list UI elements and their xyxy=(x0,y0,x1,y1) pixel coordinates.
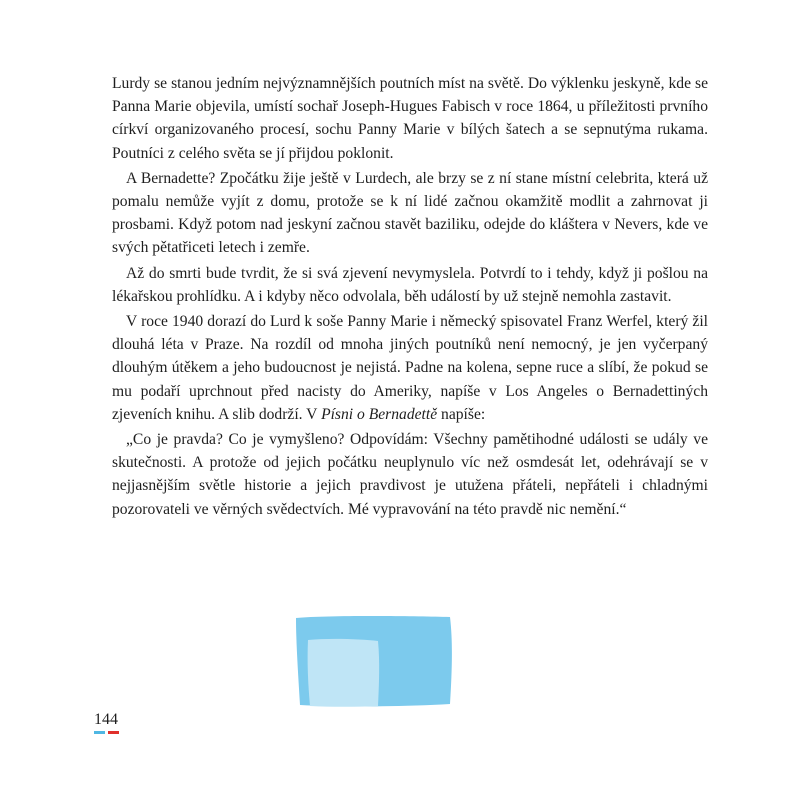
paragraph-3: Až do smrti bude tvrdit, že si svá zjevení nevymyslela. Potvrdí to i tehdy, když ji pošlou na lékařskou prohlídku. A i kdyby něco odvolala, běh událostí by už stejně nemohla zastavit. xyxy=(112,264,708,305)
paragraph-4 xyxy=(112,310,708,426)
illustration-small-square xyxy=(308,639,380,707)
blue-mark xyxy=(94,731,105,734)
book-title: Písni o Bernadettě xyxy=(321,405,438,423)
quote-paragraph: „Co je pravda? Co je vymyšleno? Odpovídám: Všechny pamětihodné události se udály ve skutečnosti. A protože od jejich počátku neuplynulo víc než osmdesát let, odehrávají se v nejjasnějším světle historie a jejich pravdivost je utužena přáteli, nepřáteli i chladnými pozorovateli ve věrných svědectvích. Mé vypravování na této pravdě nic nemění.“ xyxy=(112,431,708,518)
blue-squares-illustration xyxy=(290,612,460,712)
paragraph-4-tail: napíše: xyxy=(437,405,486,423)
page-number: 144 xyxy=(94,711,118,728)
paragraph-4-text: V roce 1940 dorazí do Lurd k soše Panny Marie i německý spisovatel Franz Werfel, který žil dlouhá léta v Praze. Na rozdíl od mnoha jiných poutníků není nemocný, je jen vyčerpaný dlouhým útěkem a jeho budoucnost je nejistá. Padne na kolena, sepne ruce a slíbí, že pokud se mu podaří uprchnout před nacisty do Ameriky, napíše v Los Angeles o Bernadettiných zjeveních knihu. A slib dodrží. V xyxy=(112,313,708,423)
page-number-marks xyxy=(94,731,120,734)
paragraph-2: A Bernadette? Zpočátku žije ještě v Lurdech, ale brzy se z ní stane místní celebrita, která už pomalu nemůže vyjít z domu, protože se k ní lidé začnou okamžitě modlit a zahrnovat ji prosbami. Když potom nad jeskyní začnou stavět baziliku, odejde do kláštera v Nevers, kde ve svých pětatřiceti letech i zemře. xyxy=(112,169,708,257)
body-text xyxy=(112,72,708,521)
paragraph-1: Lurdy se stanou jedním nejvýznamnějších poutních míst na světě. Do výklenku jeskyně, kde se Panna Marie objevila, umístí sochař Joseph-Hugues Fabisch v roce 1864, u příležitosti prvního církví organizovaného procesí, sochu Panny Marie v bílých šatech a se sepnutýma rukama. Poutníci z celého světa se jí přijdou poklonit. xyxy=(112,75,708,162)
red-mark xyxy=(108,731,119,734)
